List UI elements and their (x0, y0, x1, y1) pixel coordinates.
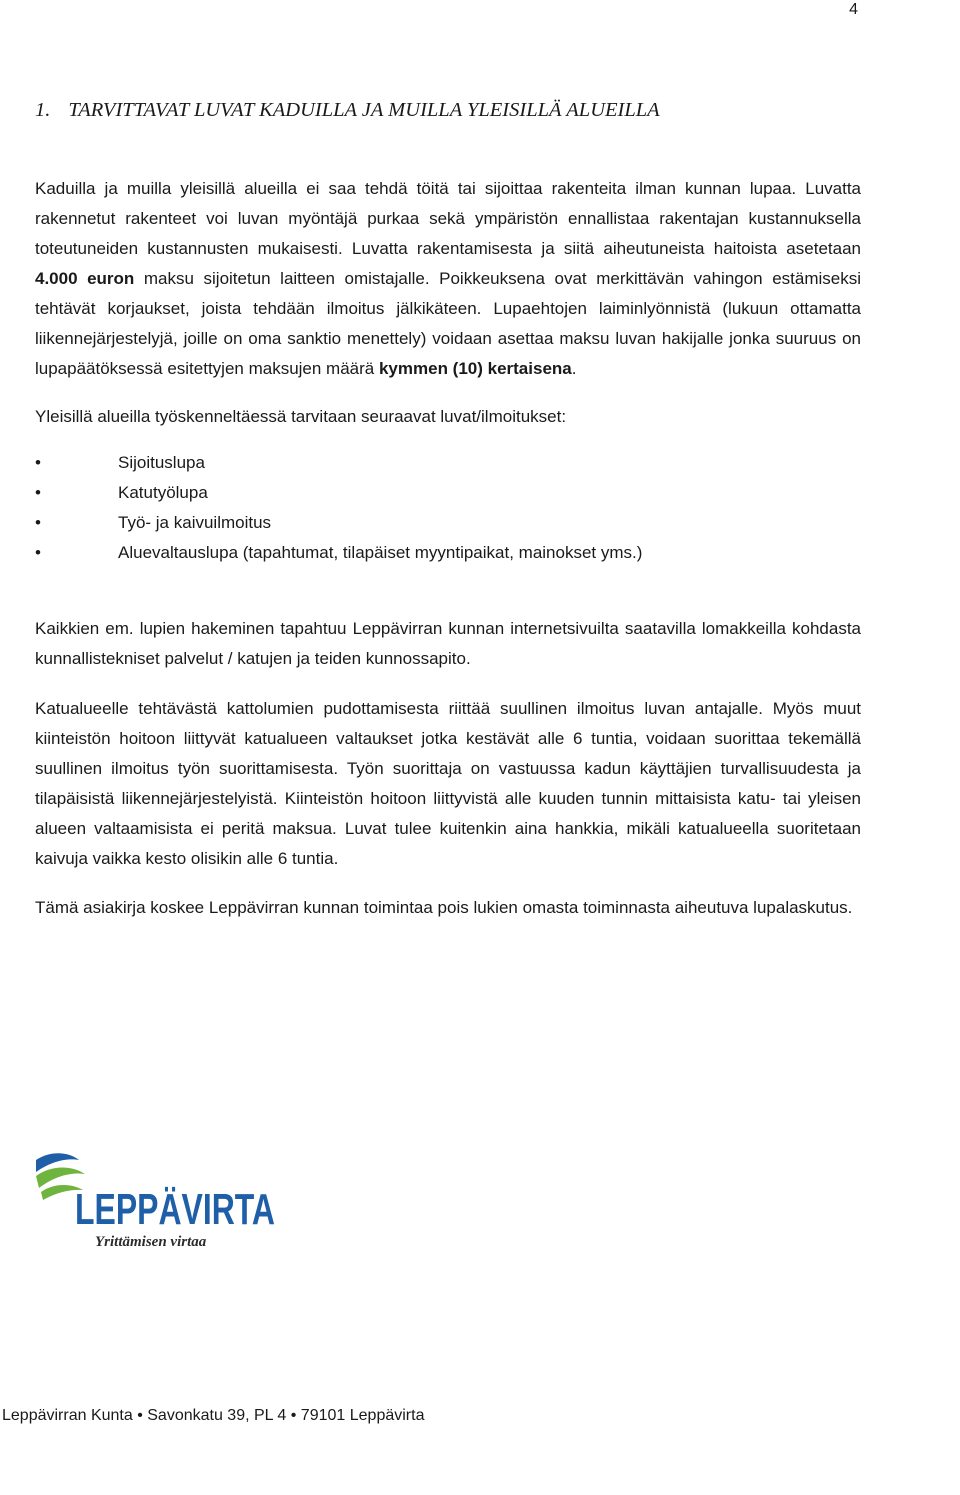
paragraph1-text-b: maksu sijoitetun laitteen omistajalle. Poikkeuksena ovat merkittävän vahingon estämiseksi tehtävät korjaukset, joista tehdään ilmoitus jälkikäteen. Lupaehtojen laiminlyönnistä (lukuun ottamatta liikennejärjestelyjä, joille on oma sanktio menettely) voidaan asettaa maksu luvan hakijalle jonka suuruus on lupapäätöksessä esitettyjen maksujen määrä (35, 269, 861, 378)
logo-tagline: Yrittämisen virtaa (95, 1234, 207, 1250)
permits-intro: Yleisillä alueilla työskenneltäessä tarvitaan seuraavat luvat/ilmoitukset: (35, 407, 567, 426)
paragraph1-text-a: Kaduilla ja muilla yleisillä alueilla ei saa tehdä töitä tai sijoittaa rakenteita ilman kunnan lupaa. Luvatta rakennetut rakenteet voi luvan myöntäjä purkaa sekä ympäristön ennallistaa rakentajan kustannuksella toteutuneiden kustannusten mukaisesti. Luvatta rakentamisesta ja siitä aiheutuneista haitoista asetetaan (35, 179, 861, 258)
permit-label: Työ- ja kaivuilmoitus (118, 513, 272, 532)
list-item (35, 508, 861, 538)
fee-amount: 4.000 euron (35, 269, 135, 288)
bullet-icon: • (35, 483, 41, 502)
bullet-icon: • (35, 543, 41, 562)
permit-label: Katutyölupa (118, 483, 208, 502)
section-heading (35, 96, 660, 124)
section-number: 1. (35, 99, 51, 121)
list-item (35, 538, 861, 568)
leppavirta-logo (33, 1150, 278, 1250)
permit-list (35, 448, 861, 568)
page-number: 4 (849, 1, 858, 18)
paragraph-application-forms: Kaikkien em. lupien hakeminen tapahtuu Leppävirran kunnan internetsivuilta saatavilla lomakkeilla kohdasta kunnallistekniset palvelut / katujen ja teiden kunnossapito. (35, 619, 861, 668)
list-item (35, 478, 861, 508)
bullet-icon: • (35, 453, 41, 472)
document-body (35, 174, 861, 923)
logo-wordmark: LEPPÄVIRTA (75, 1185, 275, 1234)
paragraph-scope: Tämä asiakirja koskee Leppävirran kunnan toimintaa pois lukien omasta toiminnasta aiheutuva lupalaskutus. (35, 898, 853, 917)
list-item (35, 448, 861, 478)
fee-multiplier: kymmen (10) kertaisena (378, 359, 572, 378)
bullet-icon: • (35, 513, 41, 532)
section-title: TARVITTAVAT LUVAT KADUILLA JA MUILLA YLEISILLÄ ALUEILLA (68, 99, 660, 121)
permit-label: Sijoituslupa (118, 453, 205, 472)
paragraph1-text-c: . (571, 359, 577, 378)
permit-label: Aluevaltauslupa (tapahtumat, tilapäiset myyntipaikat, mainokset yms.) (118, 543, 643, 562)
paragraph-oral-notice: Katualueelle tehtävästä kattolumien pudottamisesta riittää suullinen ilmoitus luvan antajalle. Myös muut kiinteistön hoitoon liittyvät katualueen valtaukset jotka kestävät alle 6 tuntia, voidaan suorittaa tekemällä suullinen ilmoitus työn suorittamisesta. Työn suorittaja on vastuussa kadun käyttäjien turvallisuudesta ja tilapäisistä liikennejärjestelyistä. Kiinteistön hoitoon liittyvistä alle kuuden tunnin mittaisista katu- tai yleisen alueen valtaamisista ei peritä maksua. Luvat tulee kuitenkin aina hankkia, mikäli katualueella suoritetaan kaivuja vaikka kesto olisikin alle 6 tuntia. (35, 699, 861, 868)
footer-address: Leppävirran Kunta • Savonkatu 39, PL 4 • 79101 Leppävirta (2, 1407, 425, 1424)
paragraph-unauthorized-structures (35, 174, 861, 384)
